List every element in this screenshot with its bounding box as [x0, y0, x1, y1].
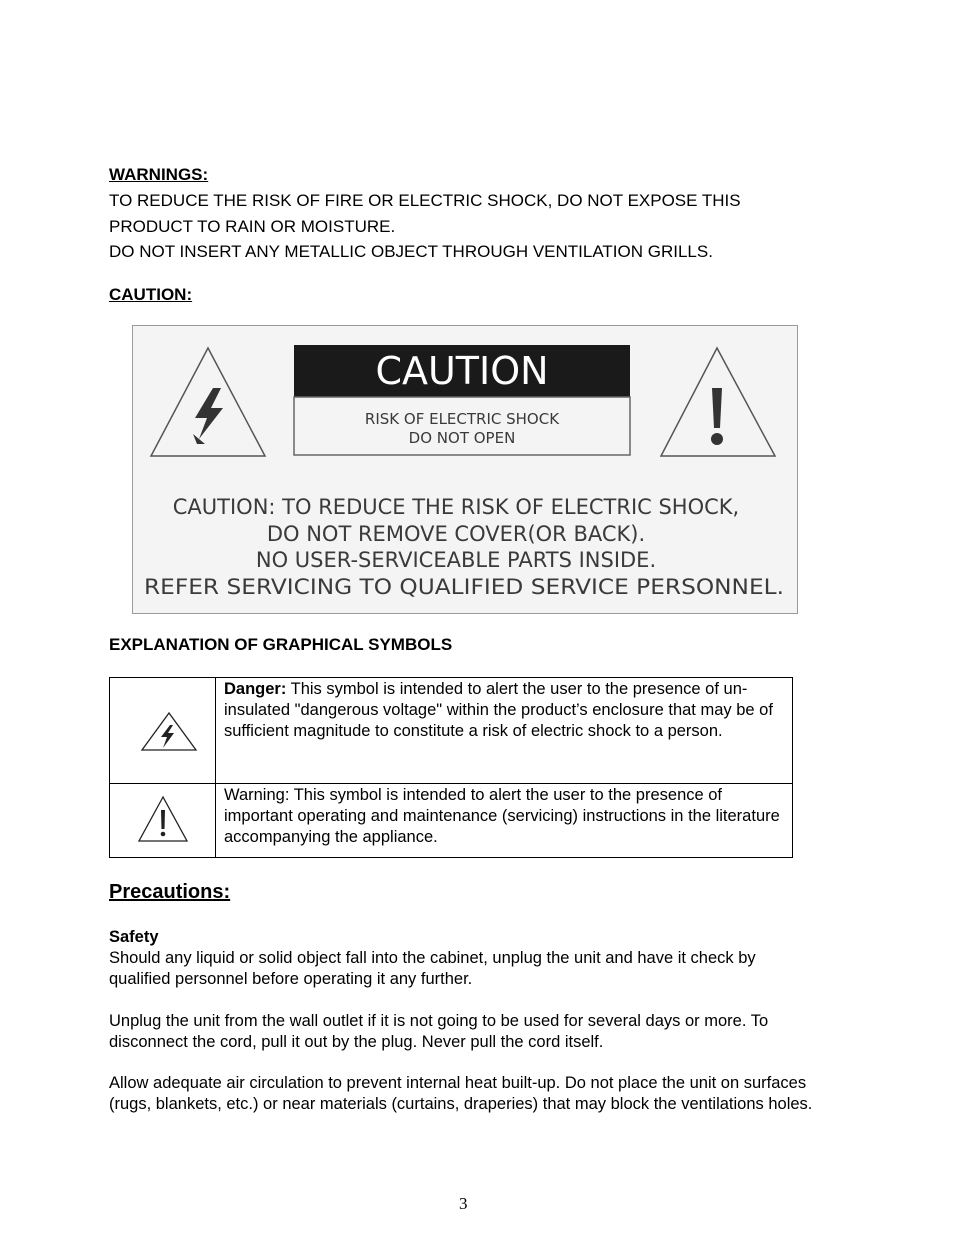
- symbols-heading: EXPLANATION OF GRAPHICAL SYMBOLS: [109, 635, 453, 654]
- danger-label: Danger:: [224, 680, 287, 698]
- caution-label-line: NO USER-SERVICEABLE PARTS INSIDE.: [255, 548, 657, 572]
- lightning-triangle-icon: [110, 678, 215, 782]
- symbol-cell: [110, 678, 216, 784]
- lightning-triangle-icon: [151, 348, 265, 456]
- safety-subheading: Safety: [109, 928, 159, 946]
- caution-label-line: REFER SERVICING TO QUALIFIED SERVICE PERSONNEL.: [144, 575, 784, 599]
- caution-sub-line-2: DO NOT OPEN: [408, 429, 516, 447]
- precaution-paragraph: Unplug the unit from the wall outlet if it is not going to be used for several days or more. To disconnect the cord, pull it out by the plug. Never pull the cord itself.: [109, 1012, 769, 1051]
- symbol-description: [216, 784, 793, 858]
- symbol-cell: [110, 784, 216, 858]
- precaution-paragraph: Allow adequate air circulation to prevent internal heat built-up. Do not place the unit on surfaces (rugs, blankets, etc.) or near materials (curtains, draperies) that may block the ventilations holes.: [109, 1074, 813, 1113]
- caution-banner-text: CAUTION: [375, 349, 549, 393]
- page-number: 3: [459, 1194, 468, 1213]
- precaution-paragraph: Should any liquid or solid object fall into the cabinet, unplug the unit and have it check by qualified personnel before operating it any further.: [109, 949, 756, 988]
- danger-text: This symbol is intended to alert the user to the presence of un-insulated "dangerous voltage" within the product’s enclosure that may be of sufficient magnitude to constitute a risk of electric shock to a person.: [224, 680, 773, 740]
- caution-label-line: CAUTION: TO REDUCE THE RISK OF ELECTRIC SHOCK,: [172, 495, 740, 519]
- caution-label-line: DO NOT REMOVE COVER(OR BACK).: [266, 522, 646, 546]
- warnings-text: [109, 188, 741, 265]
- caution-label-image: [132, 325, 798, 614]
- warnings-line: DO NOT INSERT ANY METALLIC OBJECT THROUGH VENTILATION GRILLS.: [109, 242, 713, 261]
- caution-heading: CAUTION:: [109, 285, 193, 304]
- symbols-table: [109, 677, 793, 858]
- warnings-line: TO REDUCE THE RISK OF FIRE OR ELECTRIC SHOCK, DO NOT EXPOSE THIS: [109, 191, 741, 210]
- warnings-heading: WARNINGS:: [109, 165, 209, 184]
- exclamation-triangle-icon: [110, 784, 215, 856]
- symbol-description: [216, 678, 793, 784]
- precautions-heading: Precautions:: [109, 881, 231, 903]
- exclamation-triangle-icon: [661, 348, 775, 456]
- warnings-line: PRODUCT TO RAIN OR MOISTURE.: [109, 216, 396, 236]
- table-row: [110, 678, 793, 784]
- caution-sub-line-1: RISK OF ELECTRIC SHOCK: [364, 410, 560, 428]
- warning-text: Warning: This symbol is intended to alert the user to the presence of important operating and maintenance (servicing) instructions in the literature accompanying the appliance.: [224, 786, 780, 846]
- table-row: [110, 784, 793, 858]
